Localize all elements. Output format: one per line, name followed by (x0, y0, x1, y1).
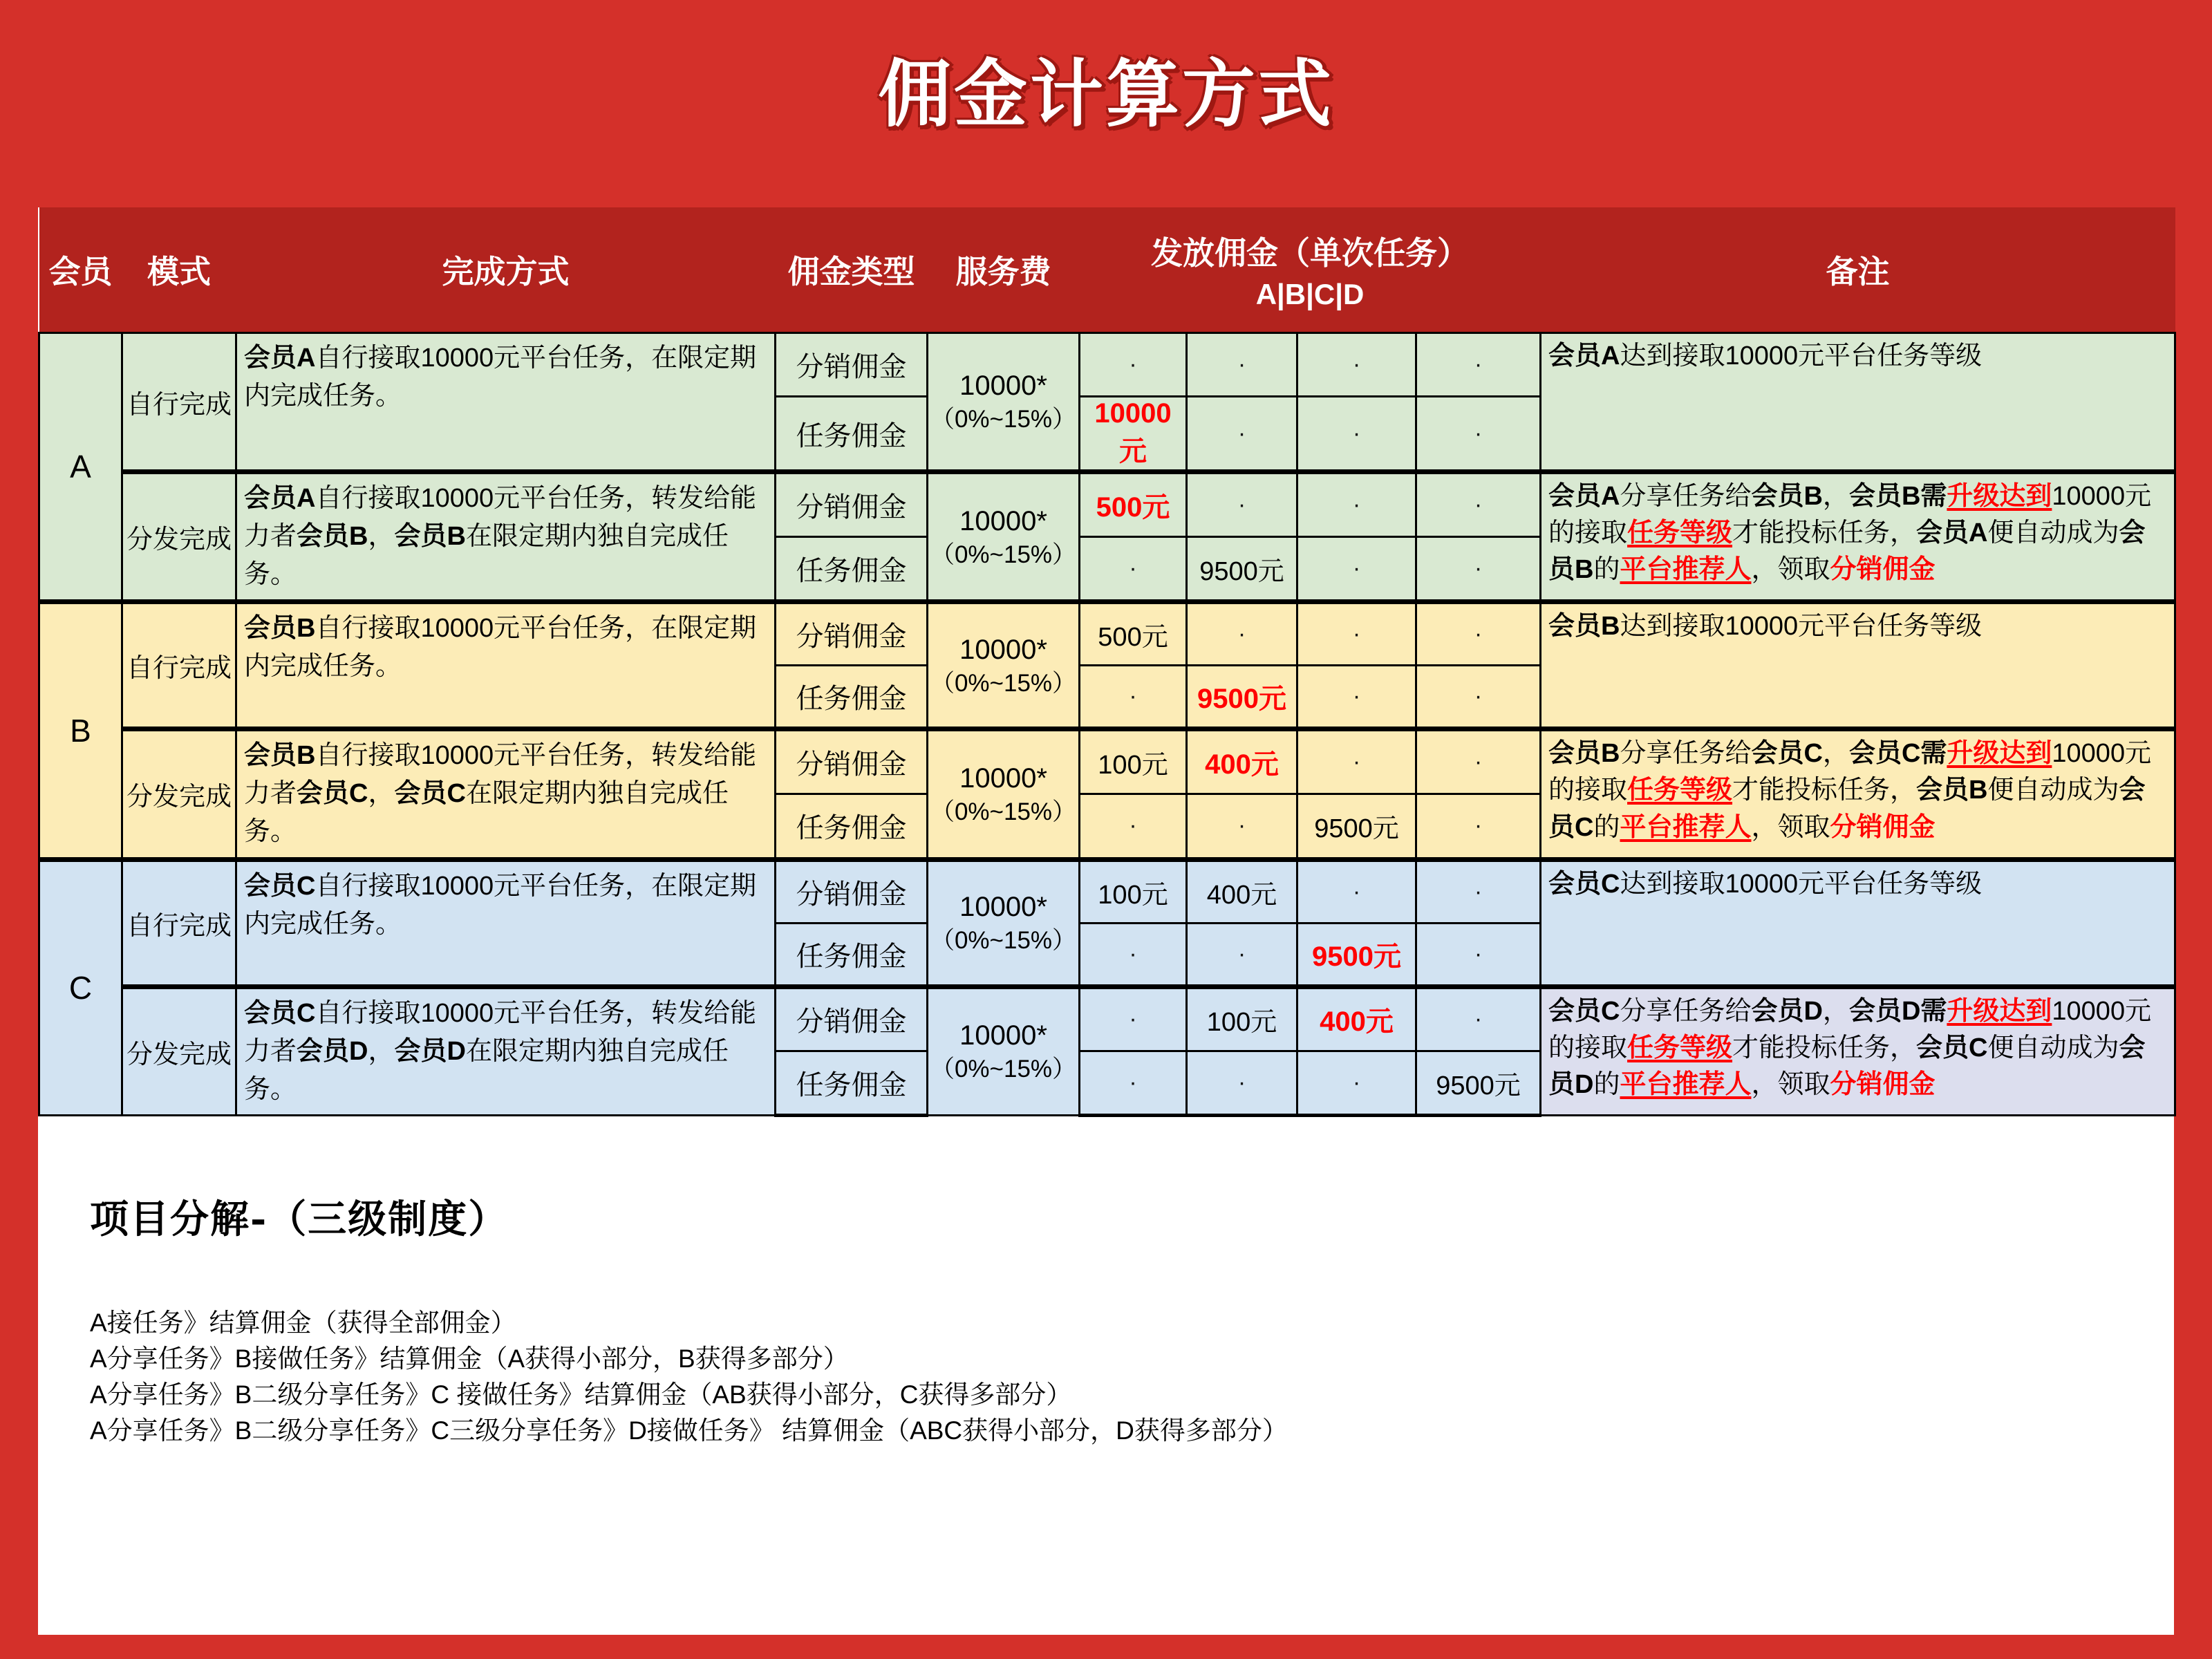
service-fee-line2: （0%~15%） (930, 541, 1077, 568)
amount-cell-a: · (1080, 333, 1187, 397)
table-row (39, 472, 2175, 537)
amount-cell-b: · (1187, 794, 1297, 859)
service-fee-line1: 10000* (959, 635, 1047, 666)
service-fee-cell (928, 859, 1080, 986)
service-fee-cell (928, 729, 1080, 859)
amount-cell-c: · (1297, 666, 1416, 729)
commission-type-cell: 任务佣金 (776, 666, 928, 729)
commission-type-cell: 任务佣金 (776, 923, 928, 986)
amount-cell-c: 9500元 (1297, 794, 1416, 859)
amount-cell-a: 500元 (1080, 472, 1187, 537)
amount-cell-d: · (1416, 986, 1541, 1051)
mode-cell: 自行完成 (122, 333, 236, 472)
header-member: 会员 (39, 207, 122, 333)
amount-cell-c: 9500元 (1297, 923, 1416, 986)
header-payout-title: 发放佣金（单次任务） (1151, 235, 1469, 271)
mode-cell: 分发完成 (122, 986, 236, 1115)
amount-cell-c: · (1297, 1051, 1416, 1115)
table-header-row (39, 207, 2175, 333)
breakdown-line: A分享任务》B接做任务》结算佣金（A获得小部分，B获得多部分） (90, 1344, 849, 1373)
service-fee-line1: 10000* (959, 892, 1047, 923)
header-service-fee: 服务费 (928, 207, 1080, 333)
remark-cell: 会员B达到接取10000元平台任务等级 (1541, 602, 2175, 729)
amount-cell-b: · (1187, 602, 1297, 666)
completion-cell: 会员A自行接取10000元平台任务，转发给能力者会员B，会员B在限定期内独自完成任务。 (236, 472, 776, 602)
member-cell: C (39, 859, 122, 1115)
service-fee-line2: （0%~15%） (930, 406, 1077, 433)
service-fee-line1: 10000* (959, 1020, 1047, 1051)
amount-cell-c: · (1297, 537, 1416, 602)
commission-type-cell: 任务佣金 (776, 537, 928, 602)
amount-cell-c: · (1297, 859, 1416, 923)
page-title: 佣金计算方式 (878, 50, 1334, 137)
amount-cell-d: · (1416, 794, 1541, 859)
service-fee-cell (928, 602, 1080, 729)
amount-cell-d: · (1416, 537, 1541, 602)
breakdown-lines (90, 1305, 1288, 1449)
amount-cell-d: · (1416, 923, 1541, 986)
remark-cell: 会员C分享任务给会员D，会员D需升级达到10000元的接取任务等级才能投标任务，会员C便自动成为会员D的平台推荐人，领取分销佣金 (1541, 986, 2175, 1115)
member-cell: A (39, 333, 122, 602)
table-row (39, 729, 2175, 794)
amount-cell-b: · (1187, 1051, 1297, 1115)
completion-cell: 会员B自行接取10000元平台任务，转发给能力者会员C，会员C在限定期内独自完成任务。 (236, 729, 776, 859)
amount-cell-a: · (1080, 537, 1187, 602)
commission-type-cell: 分销佣金 (776, 333, 928, 397)
mode-cell: 分发完成 (122, 729, 236, 859)
completion-cell: 会员C自行接取10000元平台任务，在限定期内完成任务。 (236, 859, 776, 986)
header-completion: 完成方式 (236, 207, 776, 333)
table-row (39, 602, 2175, 666)
service-fee-cell (928, 986, 1080, 1115)
service-fee-line2: （0%~15%） (930, 798, 1077, 826)
amount-cell-a: 10000元 (1080, 397, 1187, 472)
service-fee-cell (928, 472, 1080, 602)
amount-cell-c: · (1297, 602, 1416, 666)
amount-cell-a: · (1080, 794, 1187, 859)
amount-cell-c: · (1297, 397, 1416, 472)
amount-cell-a: 500元 (1080, 602, 1187, 666)
amount-cell-c: 400元 (1297, 986, 1416, 1051)
content-panel (38, 207, 2174, 1635)
amount-cell-d: · (1416, 397, 1541, 472)
mode-cell: 分发完成 (122, 472, 236, 602)
amount-cell-d: · (1416, 333, 1541, 397)
breakdown-line: A分享任务》B二级分享任务》C 接做任务》结算佣金（AB获得小部分，C获得多部分） (90, 1380, 1072, 1409)
remark-cell: 会员C达到接取10000元平台任务等级 (1541, 859, 2175, 986)
service-fee-line1: 10000* (959, 371, 1047, 402)
commission-type-cell: 分销佣金 (776, 472, 928, 537)
amount-cell-c: · (1297, 729, 1416, 794)
breakdown-heading: 项目分解-（三级制度） (90, 1197, 509, 1242)
amount-cell-a: 100元 (1080, 859, 1187, 923)
remark-cell: 会员A分享任务给会员B，会员B需升级达到10000元的接取任务等级才能投标任务，会员A便自动成为会员B的平台推荐人，领取分销佣金 (1541, 472, 2175, 602)
table-row (39, 859, 2175, 923)
amount-cell-d: 9500元 (1416, 1051, 1541, 1115)
amount-cell-a: 100元 (1080, 729, 1187, 794)
header-payout (1080, 207, 1541, 333)
amount-cell-a: · (1080, 986, 1187, 1051)
amount-cell-b: 400元 (1187, 729, 1297, 794)
amount-cell-d: · (1416, 729, 1541, 794)
amount-cell-b: 9500元 (1187, 537, 1297, 602)
amount-cell-b: · (1187, 472, 1297, 537)
completion-cell: 会员B自行接取10000元平台任务，在限定期内完成任务。 (236, 602, 776, 729)
amount-cell-c: · (1297, 333, 1416, 397)
amount-cell-d: · (1416, 602, 1541, 666)
header-remark: 备注 (1541, 207, 2175, 333)
breakdown-line: A接任务》结算佣金（获得全部佣金） (90, 1309, 516, 1337)
header-commission-type: 佣金类型 (776, 207, 928, 333)
mode-cell: 自行完成 (122, 602, 236, 729)
commission-type-cell: 任务佣金 (776, 1051, 928, 1115)
mode-cell: 自行完成 (122, 859, 236, 986)
amount-cell-d: · (1416, 472, 1541, 537)
commission-type-cell: 分销佣金 (776, 602, 928, 666)
commission-type-cell: 任务佣金 (776, 397, 928, 472)
table-row (39, 333, 2175, 397)
amount-cell-c: · (1297, 472, 1416, 537)
amount-cell-b: · (1187, 333, 1297, 397)
service-fee-line2: （0%~15%） (930, 1056, 1077, 1083)
table-row (39, 986, 2175, 1051)
member-cell: B (39, 602, 122, 859)
amount-cell-d: · (1416, 859, 1541, 923)
amount-cell-b: 9500元 (1187, 666, 1297, 729)
commission-type-cell: 分销佣金 (776, 986, 928, 1051)
completion-cell: 会员C自行接取10000元平台任务，转发给能力者会员D，会员D在限定期内独自完成任务。 (236, 986, 776, 1115)
remark-cell: 会员B分享任务给会员C，会员C需升级达到10000元的接取任务等级才能投标任务，会员B便自动成为会员C的平台推荐人，领取分销佣金 (1541, 729, 2175, 859)
amount-cell-d: · (1416, 666, 1541, 729)
service-fee-line1: 10000* (959, 763, 1047, 794)
amount-cell-b: · (1187, 923, 1297, 986)
service-fee-line2: （0%~15%） (930, 927, 1077, 955)
service-fee-cell (928, 333, 1080, 472)
commission-type-cell: 分销佣金 (776, 729, 928, 794)
amount-cell-b: · (1187, 397, 1297, 472)
header-mode: 模式 (122, 207, 236, 333)
commission-type-cell: 任务佣金 (776, 794, 928, 859)
amount-cell-a: · (1080, 1051, 1187, 1115)
remark-cell: 会员A达到接取10000元平台任务等级 (1541, 333, 2175, 472)
amount-cell-a: · (1080, 666, 1187, 729)
amount-cell-a: · (1080, 923, 1187, 986)
service-fee-line1: 10000* (959, 505, 1047, 536)
service-fee-line2: （0%~15%） (930, 670, 1077, 697)
breakdown-line: A分享任务》B二级分享任务》C三级分享任务》D接做任务》 结算佣金（ABC获得小部分，D获得多部分） (90, 1416, 1288, 1445)
commission-type-cell: 分销佣金 (776, 859, 928, 923)
amount-cell-b: 400元 (1187, 859, 1297, 923)
amount-cell-b: 100元 (1187, 986, 1297, 1051)
header-payout-sub: A|B|C|D (1255, 278, 1365, 310)
commission-table (38, 207, 2176, 1117)
breakdown-section (90, 1189, 1288, 1449)
completion-cell: 会员A自行接取10000元平台任务，在限定期内完成任务。 (236, 333, 776, 472)
